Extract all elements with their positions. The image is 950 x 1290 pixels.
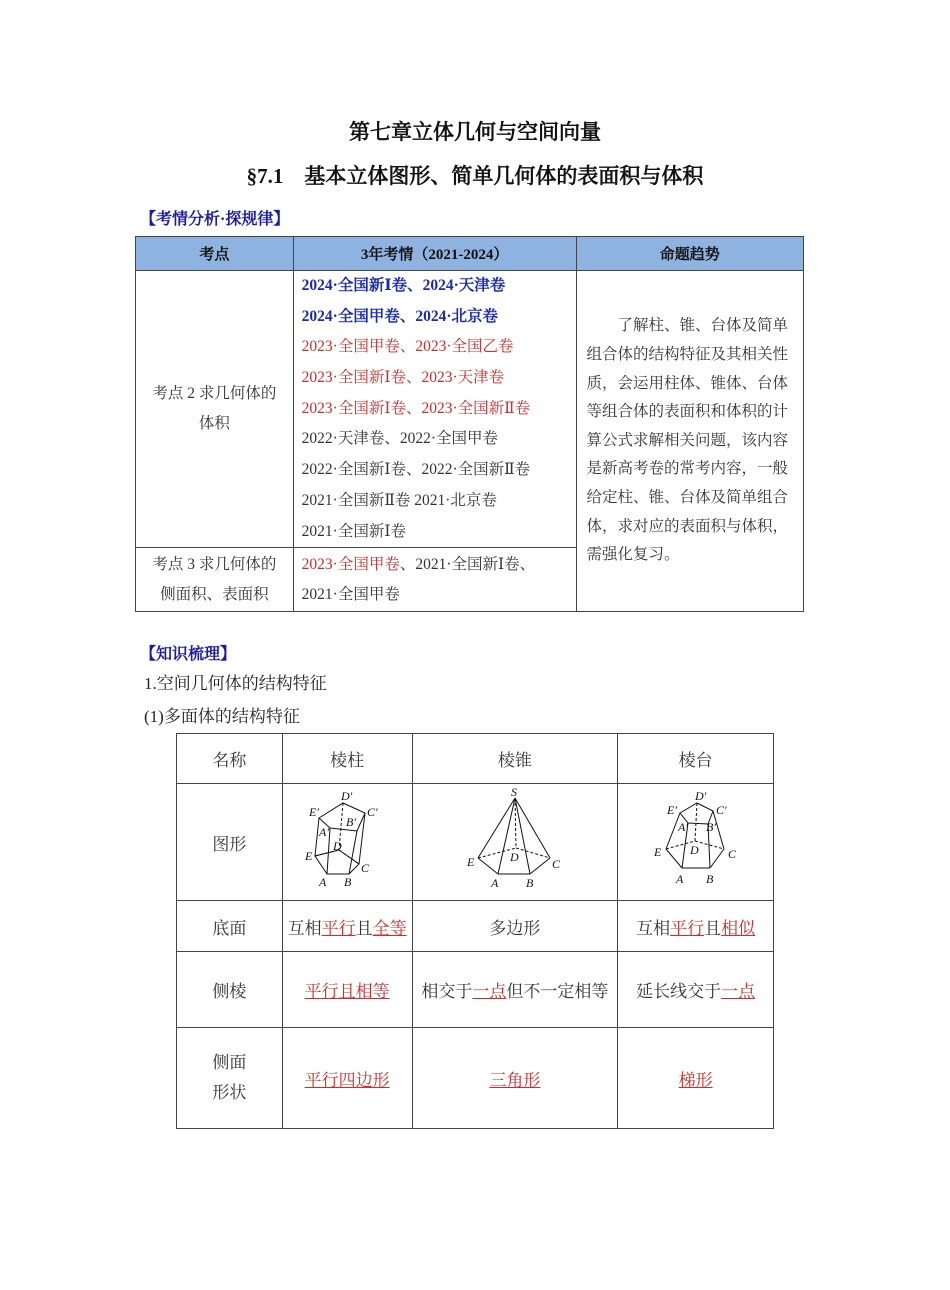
answer: 一点 (472, 982, 507, 1001)
label: E (305, 848, 313, 863)
label: A′ (319, 824, 330, 839)
row1-point: 考点 2 求几何体的体积 (136, 271, 294, 548)
row1-exams (293, 271, 576, 548)
text: 形状 (212, 1083, 247, 1102)
answer: 相似 (721, 918, 756, 938)
label: D (689, 842, 699, 857)
prism-face (282, 1028, 412, 1129)
label: E (653, 844, 661, 859)
frustum-figure (646, 786, 746, 894)
label: C′ (367, 804, 378, 819)
label: D (509, 849, 519, 864)
row2-exams (293, 548, 576, 612)
frustum-figure-cell (618, 784, 774, 901)
text: 相交于 (421, 982, 473, 1001)
prism-figure (297, 786, 397, 894)
text: 侧面 (212, 1053, 247, 1072)
label: B′ (346, 814, 357, 829)
col-header-name: 名称 (177, 734, 283, 784)
row-label-edge: 侧棱 (177, 952, 283, 1028)
header-trend: 命题趋势 (576, 237, 803, 271)
exam-line: 2021·全国新Ⅱ卷 2021·北京卷 (301, 491, 497, 509)
label: D′ (341, 788, 353, 803)
pyramid-figure-cell (412, 784, 618, 901)
label: E′ (309, 804, 320, 819)
exam-line: 2021·全国新Ⅰ卷 (301, 522, 406, 540)
header-exams: 3年考情（2021-2024） (293, 237, 576, 271)
knowledge-line-1: 1.空间几何体的结构特征 (144, 674, 327, 693)
label: A (490, 875, 499, 890)
pyramid-face (412, 1028, 618, 1129)
exam-line: 2023·全国新Ⅰ卷、2023·全国新Ⅱ卷 (301, 399, 531, 417)
pyramid-figure (460, 786, 570, 894)
prism-edge (282, 952, 412, 1028)
answer: 三角形 (489, 1070, 541, 1090)
trend-text: 了解柱、锥、台体及简单组合体的结构特征及其相关性质，会运用柱体、锥体、台体等组合体的表面积和体积的计算公式求解相关问题，该内容是新高考卷的常考内容，一般给定柱、锥、台体及简单组合体，求对应的表面积与体积，需强化复习。 (576, 271, 803, 612)
label: A (319, 874, 327, 889)
analysis-heading: 【考情分析·探规律】 (140, 211, 290, 228)
exam-rest: 、2021·全国新Ⅰ卷、2021·全国甲卷 (301, 555, 536, 603)
knowledge-heading: 【知识梳理】 (140, 646, 237, 663)
col-header-prism: 棱柱 (282, 734, 412, 784)
row-label-face (177, 1028, 283, 1129)
exam-line: 2024·全国甲卷、2024·北京卷 (301, 307, 499, 325)
row2-point: 考点 3 求几何体的侧面积、表面积 (136, 548, 294, 612)
answer: 平行 (321, 918, 356, 938)
header-point: 考点 (136, 237, 294, 271)
exam-red: 2023·全国甲卷 (301, 555, 400, 573)
label: E′ (666, 802, 677, 817)
exam-line: 2024·全国新Ⅰ卷、2024·天津卷 (301, 277, 506, 294)
label: S (510, 785, 517, 799)
answer: 一点 (721, 982, 756, 1001)
answer: 梯形 (678, 1070, 713, 1090)
frustum-base (618, 901, 774, 952)
text: 延长线交于 (636, 982, 722, 1001)
label: A (675, 871, 683, 886)
exam-line: 2023·全国甲卷、2023·全国乙卷 (301, 338, 514, 356)
knowledge-line-2: (1)多面体的结构特征 (144, 707, 300, 726)
pyramid-base: 多边形 (412, 901, 618, 952)
pyramid-edge (412, 952, 618, 1028)
chapter-title: 第七章立体几何与空间向量 (349, 120, 601, 144)
label: C (361, 860, 370, 875)
answer: 平行 (670, 918, 705, 938)
text: 且 (355, 918, 373, 938)
answer: 平行四边形 (304, 1070, 390, 1090)
label: E (466, 854, 475, 869)
row-label-base: 底面 (177, 901, 283, 952)
section-title: §7.1 基本立体图形、简单几何体的表面积与体积 (246, 164, 704, 188)
label: D (333, 838, 342, 853)
exam-line: 2022·全国新Ⅰ卷、2022·全国新Ⅱ卷 (301, 461, 531, 479)
text: 且 (704, 918, 722, 938)
exam-line: 2022·天津卷、2022·全国甲卷 (301, 430, 498, 448)
answer: 平行且相等 (304, 982, 390, 1001)
prism-base (282, 901, 412, 952)
exam-analysis-table (135, 236, 804, 612)
exam-line: 2023·全国新Ⅰ卷、2023·天津卷 (301, 369, 505, 387)
frustum-edge (618, 952, 774, 1028)
frustum-face (618, 1028, 774, 1129)
answer: 全等 (372, 918, 407, 938)
label: A′ (677, 819, 688, 834)
text: 互相 (287, 918, 322, 938)
label: C (727, 846, 736, 861)
polyhedron-table (176, 733, 774, 1129)
label: C (551, 856, 560, 871)
row-label-figure: 图形 (177, 784, 283, 901)
label: D′ (694, 788, 706, 803)
label: B (525, 875, 534, 890)
text: 但不一定相等 (506, 982, 609, 1001)
label: B′ (705, 819, 716, 834)
label: B (705, 871, 713, 886)
prism-figure-cell (282, 784, 412, 901)
col-header-frustum: 棱台 (618, 734, 774, 784)
label: B (344, 874, 352, 889)
text: 互相 (636, 918, 671, 938)
col-header-pyramid: 棱锥 (412, 734, 618, 784)
label: C′ (715, 802, 727, 817)
